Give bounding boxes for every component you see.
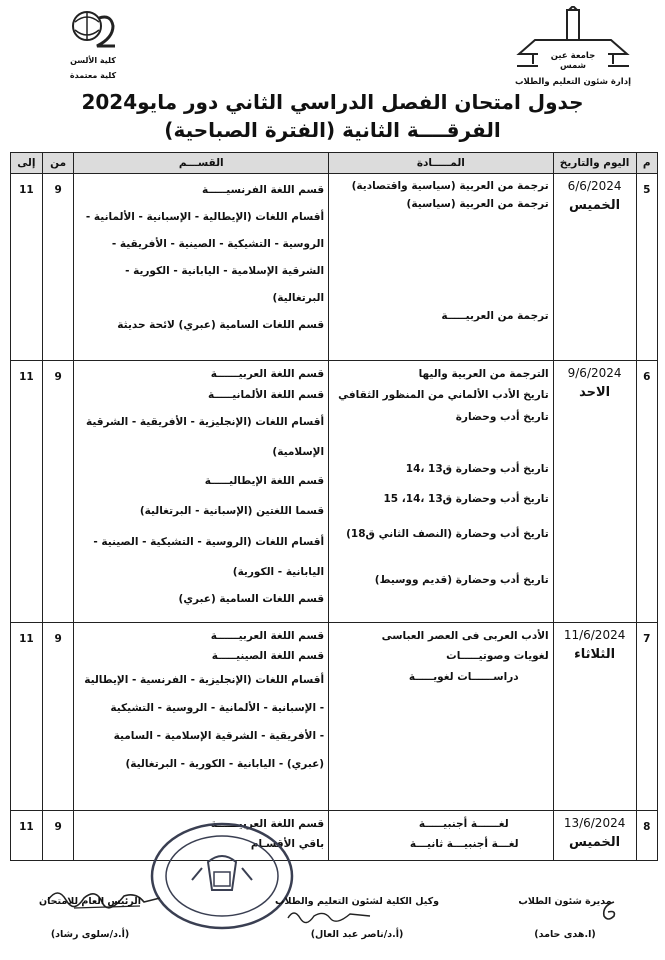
department-line: الإسلامية): [272, 446, 325, 458]
row-departments: [74, 361, 329, 623]
signature-mid-block: [262, 896, 452, 940]
subject-line: الأدب العربى فى العصر العباسى: [381, 630, 549, 642]
subject-line: تاريخ الأدب الألماني من المنظور الثقافي: [338, 389, 549, 401]
department-line: قسم اللغة الألمانيـــــة: [207, 389, 325, 401]
row-num: 8: [636, 811, 657, 861]
signature-left-title: الرئيس العام للامتحان: [39, 896, 141, 907]
signature-right-block: [510, 896, 620, 940]
row-subjects: [329, 174, 554, 361]
row-date-cell: [553, 623, 636, 811]
department-line: قسما اللغتين (الإسبانية - البرتغالية): [139, 505, 325, 517]
row-date-cell: [553, 174, 636, 361]
col-num-header: م: [636, 153, 657, 174]
row-from: 9: [42, 623, 74, 811]
department-line: البرتغالية): [272, 292, 325, 304]
department-line: قسم اللغات السامية (عبري): [178, 593, 325, 605]
row-date: 6/6/2024: [567, 179, 622, 193]
row-date: 9/6/2024: [567, 366, 622, 380]
row-departments: [74, 174, 329, 361]
signature-right-name: (ا.هدى حامد): [534, 929, 596, 940]
subject-line: الترجمة من العربية واليها: [418, 368, 549, 380]
department-line: أقسام اللغات (الإنجليزية - الأفريقية - الشرقية: [85, 416, 325, 428]
department-line: قسم اللغة العربيــــــة: [210, 630, 325, 642]
department-line: - الإسبانية - الألمانية - الروسية - التشيكية: [110, 702, 325, 714]
department-line: أقسام اللغات (الإنجليزية - الفرنسية - الإيطالية: [84, 674, 325, 686]
department-line: - الأفريقية - الشرقية الإسلامية - السامية: [113, 730, 325, 742]
row-date: 13/6/2024: [563, 816, 626, 830]
row-to: 11: [11, 361, 43, 623]
row-day: الثلاثاء: [574, 647, 616, 662]
row-day: الخميس: [569, 835, 621, 850]
row-from: 9: [42, 174, 74, 361]
row-num: 6: [636, 361, 657, 623]
signature-mid-title: وكيل الكلية لشئون التعليم والطلاب: [274, 896, 440, 907]
row-date: 11/6/2024: [563, 628, 626, 642]
department-line: الشرقية الإسلامية - اليابانية - الكورية -: [125, 265, 325, 277]
signature-left-block: [30, 896, 150, 940]
row-to: 11: [11, 174, 43, 361]
row-subjects: [329, 623, 554, 811]
department-line: قسم اللغة العربيــــــة: [210, 368, 325, 380]
faculty-logo-block: [58, 8, 128, 80]
row-date-cell: [553, 361, 636, 623]
subject-line: ترجمة من العربية (سياسية واقتصادية): [351, 180, 549, 192]
table-header-row: [11, 153, 658, 174]
schedule-subtitle: الفرقــــة الثانية (الفترة الصباحية): [164, 118, 501, 142]
table-row: [11, 174, 658, 361]
department-line: اليابانية - الكورية): [232, 566, 325, 578]
faculty-sub: كلية معتمدة: [69, 71, 117, 80]
row-subjects: [329, 361, 554, 623]
subject-line: ترجمة من العربيـــــة: [441, 310, 549, 322]
department-line: قسم اللغات السامية (عبري) لائحة حديثة: [117, 319, 325, 331]
globe-emblem-icon: [67, 8, 119, 52]
subject-line: لغــــــة أجنبيـــــة: [418, 818, 509, 830]
subject-line: تاريخ أدب وحضارة (النصف الثاني ق18): [346, 528, 549, 540]
table-row: [11, 811, 658, 861]
col-from-header: من: [42, 153, 74, 174]
department-line: قسم اللغة العربيــــــة: [210, 818, 325, 830]
subject-line: تاريخ أدب وحضارة ق13 ،14: [405, 463, 549, 475]
signature-left-name: (أ.د/سلوى رشاد): [50, 929, 130, 940]
col-subject-header: المـــــادة: [329, 153, 554, 174]
col-date-header: اليوم والتاريخ: [553, 153, 636, 174]
col-to-header: إلى: [11, 153, 43, 174]
subject-line: لغـــة أجنبيـــة ثانيـــة: [409, 838, 519, 850]
subject-line: تاريخ أدب وحضارة (قديم ووسيط): [374, 574, 549, 586]
row-departments: [74, 623, 329, 811]
row-to: 11: [11, 623, 43, 811]
subject-line: تاريخ أدب وحضارة ق13 ،14، 15: [383, 493, 549, 505]
department-line: (عبري) - اليابانية - الكورية - البرتغالية): [125, 758, 325, 770]
university-logo-block: [493, 6, 653, 87]
department-line: قسم اللغة الفرنسيـــــة: [201, 184, 325, 196]
subject-line: لغويات وصوتيـــــات: [446, 650, 549, 662]
row-num: 5: [636, 174, 657, 361]
row-from: 9: [42, 361, 74, 623]
department-line: قسم اللغة الإيطاليـــــة: [204, 475, 325, 487]
schedule-title: جدول امتحان الفصل الدراسي الثاني دور مايو2024: [81, 90, 584, 114]
row-day: الخميس: [569, 198, 621, 213]
row-subjects: [329, 811, 554, 861]
row-num: 7: [636, 623, 657, 811]
department-line: أقسام اللغات (الروسية - التشيكية - الصينية -: [93, 536, 325, 548]
row-day: الاحد: [579, 385, 611, 400]
subject-line: تاريخ أدب وحضارة: [455, 411, 549, 423]
row-date-cell: [553, 811, 636, 861]
exam-schedule-table: [10, 152, 658, 861]
table-row: [11, 361, 658, 623]
signature-mid-name: (أ.د/ناصر عبد العال): [310, 929, 404, 940]
table-row: [11, 623, 658, 811]
subject-line: دراســــــات لغويـــــة: [408, 671, 519, 683]
subject-line: ترجمة من العربية (سياسية): [406, 198, 549, 210]
col-department-header: القســـم: [74, 153, 329, 174]
university-name: جامعة عين شمس: [538, 51, 608, 71]
department-line: باقي الأقسـام: [250, 838, 325, 850]
row-from: 9: [42, 811, 74, 861]
row-to: 11: [11, 811, 43, 861]
signature-right-title: مديرة شئون الطلاب: [518, 896, 612, 907]
faculty-name: كلية الألسن: [70, 56, 116, 65]
department-line: أقسام اللغات (الإيطالية - الإسبانية - الألمانية -: [85, 211, 325, 223]
department-line: الروسية - التشيكية - الصينية - الأفريقية -: [111, 238, 325, 250]
university-dept: إدارة شئون التعليم والطلاب: [514, 77, 632, 87]
department-line: قسم اللغة الصينيـــــة: [211, 650, 325, 662]
